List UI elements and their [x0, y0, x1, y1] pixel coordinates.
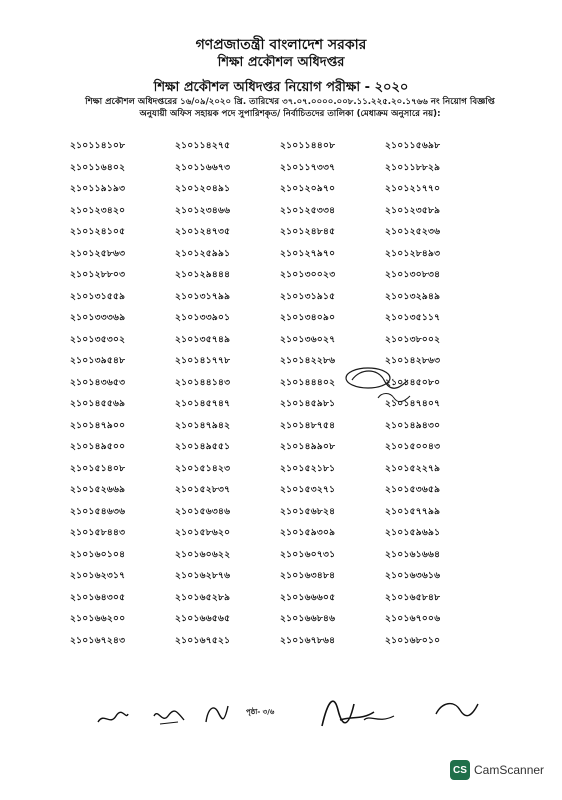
roll-number-cell: ২১০১৪৭৯৪২: [175, 420, 231, 431]
notice-line-1: শিক্ষা প্রকৌশল অধিদপ্তরের ১৬/০৯/২০২০ খ্রি. তারিখের ৩৭.০৭.০০০০.০০৮.১১.২২৫.২০.১৭৬৬ নং নিয়োগ বিজ্ঞপ্তি: [85, 97, 495, 107]
roll-number-cell: ২১০১৩১৫৫৯: [70, 291, 126, 302]
roll-number-cell: ২১০১১৪২৭৫: [175, 141, 231, 151]
roll-number-cell: ২১০১৬০৬২২: [175, 549, 231, 560]
roll-number-cell: ২১০১৫৮৬২০: [175, 528, 231, 538]
roll-number-cell: ২১০১৪৪৪০২: [280, 377, 336, 388]
roll-number-cell: ২১০১১৪৪০৮: [280, 141, 336, 151]
roll-number-cell: ২১০১৫৮৪৪৩: [70, 528, 126, 538]
roll-number-cell: ২১০১৫২৮৩৭: [175, 485, 231, 495]
roll-number-cell: ২১০১২৩৫৮৯: [385, 205, 441, 216]
roll-number-cell: ২১০১৩৫১১৭: [385, 313, 441, 323]
roll-number-cell: ২১০১২০৪৯১: [175, 184, 231, 194]
signature-5-icon: [434, 696, 480, 722]
roll-number-cell: ২১০১৫৩৬৫৯: [385, 485, 441, 495]
government-title: গণপ্রজাতন্ত্রী বাংলাদেশ সরকার: [195, 37, 367, 53]
roll-number-cell: ২১০১৬২৮৭৬: [175, 571, 231, 581]
roll-number-cell: ২১০১৬১৬৬৪: [385, 549, 441, 560]
document-header: [0, 36, 562, 98]
roll-number-cell: ২১০১৫৭৭৯৯: [385, 506, 441, 517]
roll-number-cell: ২১০১৫৩২৭১: [280, 485, 336, 495]
roll-number-cell: ২১০১৫১৪০৮: [70, 463, 126, 474]
roll-number-cell: ২১০১২৫৯৯১: [175, 248, 231, 259]
roll-number-cell: ২১০১৬৬২০০: [70, 614, 126, 624]
signature-2-icon: [152, 706, 186, 728]
roll-number-cell: ২১০১২৩৪২০: [70, 205, 126, 216]
roll-number-cell: ২১০১১৭৩৩৭: [280, 162, 336, 173]
roll-number-cell: ২১০১২৪৭৩৫: [175, 227, 231, 237]
roll-number-cell: ২১০১৩৯৫৪৮: [70, 356, 126, 366]
roll-number-cell: ২১০১১৬৪০২: [70, 162, 126, 173]
roll-number-cell: ২১০১২৪৮৪৫: [280, 227, 336, 237]
roll-number-cell: ২১০১১৮৮২৯: [385, 162, 441, 173]
roll-number-cell: ২১০১২০৯৭০: [280, 184, 336, 194]
roll-number-cell: ২১০১৬৩৬১৬: [385, 571, 441, 581]
roll-number-cell: ২১০১৪৫৯৮১: [280, 399, 336, 409]
roll-number-cell: ২১০১৫৬৮২৪: [280, 506, 336, 517]
notice-text: [60, 96, 520, 120]
roll-number-cell: ২১০১৩৫৩০২: [70, 334, 126, 345]
roll-number-cell: ২১০১৫৯৬৯১: [385, 528, 441, 538]
roll-number-cell: ২১০১৪২২৮৬: [280, 356, 336, 366]
roll-number-cell: ২১০১৪৫৭৪৭: [175, 399, 231, 409]
roll-number-cell: ২১০১৪৯৫০০: [70, 442, 126, 452]
roll-number-cell: ২১০১৪৪১৪৩: [175, 377, 231, 388]
roll-number-cell: ২১০১৫২১৮১: [280, 463, 336, 474]
camscanner-watermark: [450, 760, 544, 780]
roll-number-cell: ২১০১৩২৯৪৯: [385, 291, 441, 302]
roll-number-cell: ২১০১৪৩৬৫৩: [70, 377, 126, 388]
roll-number-cell: ২১০১২৫৩৩৪: [280, 205, 336, 216]
roll-number-cell: ২১০১৪৮৭৫৪: [280, 420, 336, 431]
roll-number-cell: ২১০১৩৪০৯০: [280, 313, 336, 323]
roll-number-cell: ২১০১৫৪৬৩৬: [70, 506, 126, 517]
roll-number-cell: ২১০১৬৭৫২১: [175, 635, 231, 646]
roll-number-cell: ২১০১৬৬৫৬৫: [175, 614, 231, 624]
roll-number-cell: ২১০১৬৬৬০৫: [280, 592, 336, 603]
exam-title: শিক্ষা প্রকৌশল অধিদপ্তর নিয়োগ পরীক্ষা - ২০২০: [153, 80, 409, 95]
roll-number-table: [70, 138, 490, 654]
roll-number-cell: ২১০১৫৯৩০৯: [280, 528, 336, 538]
roll-number-cell: ২১০১৪৯৪৩০: [385, 420, 441, 431]
roll-number-cell: ২১০১১৫৬৯৮: [385, 141, 441, 151]
roll-number-cell: ২১০১৬৫২৮৯: [175, 592, 231, 603]
camscanner-icon: CS: [450, 760, 470, 780]
roll-number-cell: ২১০১২৩৪৬৬: [175, 205, 231, 216]
roll-number-cell: ২১০১৩৮০০২: [385, 334, 441, 345]
roll-number-cell: ২১০১৩৫৭৪৯: [175, 334, 231, 345]
roll-number-cell: ২১০১৬৫৮৪৮: [385, 592, 441, 603]
roll-number-cell: ২১০১৩৩৩৬৯: [70, 313, 126, 323]
roll-number-cell: ২১০১২১৭৭০: [385, 184, 441, 194]
roll-number-cell: ২১০১৪৫০৮০: [385, 377, 441, 388]
roll-number-cell: ২১০১৫২২৭৯: [385, 463, 441, 474]
roll-number-cell: ২১০১৫২৬৬৯: [70, 485, 126, 495]
roll-number-cell: ২১০১৬৬৮৪৬: [280, 614, 336, 624]
roll-number-cell: ২১০১৫৬৩৪৬: [175, 506, 231, 517]
roll-number-cell: ২১০১৬৩৪৮৪: [280, 571, 336, 581]
roll-number-cell: ২১০১২৮৪৯৩: [385, 248, 441, 259]
roll-number-cell: ২১০১২৭৯৭০: [280, 248, 336, 259]
roll-number-cell: ২১০১৬৮০১০: [385, 635, 441, 646]
signature-row: [90, 690, 490, 740]
signature-4-icon: [318, 690, 398, 734]
department-title: শিক্ষা প্রকৌশল অধিদপ্তর: [217, 55, 345, 70]
roll-number-cell: ২১০১৪৯৫৫১: [175, 442, 231, 452]
roll-number-cell: ২১০১১৪১০৮: [70, 141, 126, 151]
roll-number-cell: ২১০১৬২৩১৭: [70, 571, 126, 581]
roll-number-cell: ২১০১৩৬০২৭: [280, 334, 336, 345]
roll-number-cell: ২১০১৩১৯১৫: [280, 291, 336, 302]
roll-number-cell: ২১০১৬৭২৪৩: [70, 635, 126, 646]
roll-number-cell: ২১০১৪৭৯০০: [70, 420, 126, 431]
roll-number-cell: ২১০১৩৩৯০১: [175, 313, 231, 323]
signature-3-icon: [202, 702, 230, 726]
roll-number-cell: ২১০১৬৭৮৬৪: [280, 635, 336, 646]
roll-number-cell: ২১০১১৯১৯৩: [70, 184, 126, 194]
roll-number-cell: ২১০১৬০১০৪: [70, 549, 126, 560]
roll-number-cell: ২১০১৩১৭৯৯: [175, 291, 231, 302]
roll-number-cell: ২১০১৪১৭৭৮: [175, 356, 231, 366]
roll-number-cell: ২১০১৬৪৩০৫: [70, 592, 126, 603]
roll-number-cell: ২১০১৫০০৪৩: [385, 442, 441, 452]
roll-number-cell: ২১০১৫১৪২৩: [175, 463, 231, 474]
roll-number-cell: ২১০১১৬৬৭৩: [175, 162, 231, 173]
roll-number-cell: ২১০১২৮৮০৩: [70, 270, 126, 280]
roll-number-cell: ২১০১২৪১০৫: [70, 227, 126, 237]
roll-number-cell: ২১০১৬০৭৩১: [280, 549, 336, 560]
notice-line-2: অনুযায়ী অফিস সহায়ক পদে সুপারিশকৃত/ নির্বাচিতদের তালিকা (মেধাক্রম অনুসারে নয়):: [139, 109, 441, 119]
roll-number-cell: ২১০১৪৭৪০৭: [385, 399, 441, 409]
roll-number-cell: ২১০১৪২৮৬৩: [385, 356, 441, 366]
roll-number-cell: ২১০১৪৫৫৬৯: [70, 399, 126, 409]
signature-1-icon: [96, 708, 130, 728]
roll-number-cell: ২১০১২৫৮৬৩: [70, 248, 126, 259]
camscanner-label: CamScanner: [474, 763, 545, 777]
page-number: পৃষ্ঠা- ৩/৬: [246, 708, 275, 716]
roll-number-cell: ২১০১৩০০২৩: [280, 270, 336, 280]
roll-number-cell: ২১০১৪৯৯০৮: [280, 442, 336, 452]
roll-number-cell: ২১০১৬৭০০৬: [385, 614, 441, 624]
roll-number-cell: ২১০১২৫২৩৬: [385, 227, 441, 237]
roll-number-cell: ২১০১৩০৮৩৪: [385, 270, 441, 280]
roll-number-cell: ২১০১২৯৪৪৪: [175, 270, 231, 280]
signature-stamp-icon: [338, 362, 422, 410]
